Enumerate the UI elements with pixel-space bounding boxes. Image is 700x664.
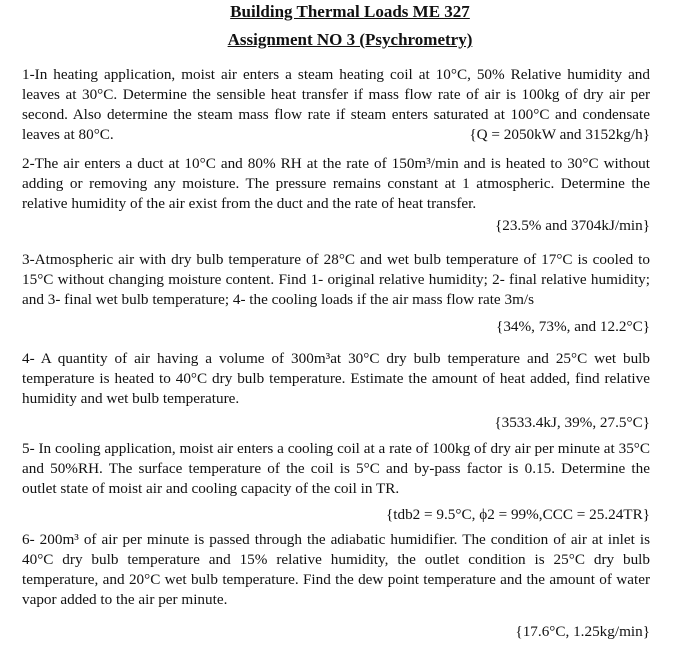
problem-6-text: 6- 200m³ of air per minute is passed through the adiabatic humidifier. The condition of air at inlet is 40°C dry bulb temperature and 15% relative humidity, the outlet condition is 25°C dry bulb temperature, and 20°C wet bulb temperature. Find the dew point temperature and the amount of water vapor added to the air per minute.	[22, 531, 650, 608]
problem-5-answer: {tdb2 = 9.5°C, ϕ2 = 99%,CCC = 25.24TR}	[385, 506, 650, 523]
problem-2-answer: {23.5% and 3704kJ/min}	[494, 217, 650, 234]
problem-1-answer: {Q = 2050kW and 3152kg/h}	[469, 126, 650, 143]
problem-5-text: 5- In cooling application, moist air enters a cooling coil at a rate of 100kg of dry air per minute at 35°C and 50%RH. The surface temperature of the coil is 5°C and by-pass factor is 0.15. Determine the outlet state of moist air and cooling capacity of the coil in TR.	[22, 440, 650, 497]
problem-3-answer: {34%, 73%, and 12.2°C}	[496, 318, 650, 335]
document-subtitle: Assignment NO 3 (Psychrometry)	[227, 30, 473, 49]
problem-4-text: 4- A quantity of air having a volume of 300m³at 30°C dry bulb temperature and 25°C wet bulb temperature is heated to 40°C dry bulb temperature. Estimate the amount of heat added, find relative humidity and wet bulb temperature.	[22, 350, 650, 407]
problem-2-text: 2-The air enters a duct at 10°C and 80% RH at the rate of 150m³/min and is heated to 30°C without adding or removing any moisture. The pressure remains constant at 1 atmospheric. Determine the relative humidity of the air exist from the duct and the rate of heat transfer.	[22, 155, 650, 212]
problem-3-text: 3-Atmospheric air with dry bulb temperature of 28°C and wet bulb temperature of 17°C is cooled to 15°C without changing moisture content. Find 1- original relative humidity; 2- final relative humidity; and 3- final wet bulb temperature; 4- the cooling loads if the air mass flow rate 3m/s	[22, 251, 650, 308]
problem-1-text: 1-In heating application, moist air enters a steam heating coil at 10°C, 50% Relative humidity and leaves at 30°C. Determine the sensible heat transfer if mass flow rate of air is 100kg of dry air per second. Also determine the steam mass flow rate if steam enters saturated at 100°C and condensate leaves at 80°C.	[22, 66, 650, 143]
document-title: Building Thermal Loads ME 327	[230, 2, 470, 21]
problem-6-answer: {17.6°C, 1.25kg/min}	[515, 623, 650, 640]
problem-4-answer: {3533.4kJ, 39%, 27.5°C}	[494, 414, 650, 431]
